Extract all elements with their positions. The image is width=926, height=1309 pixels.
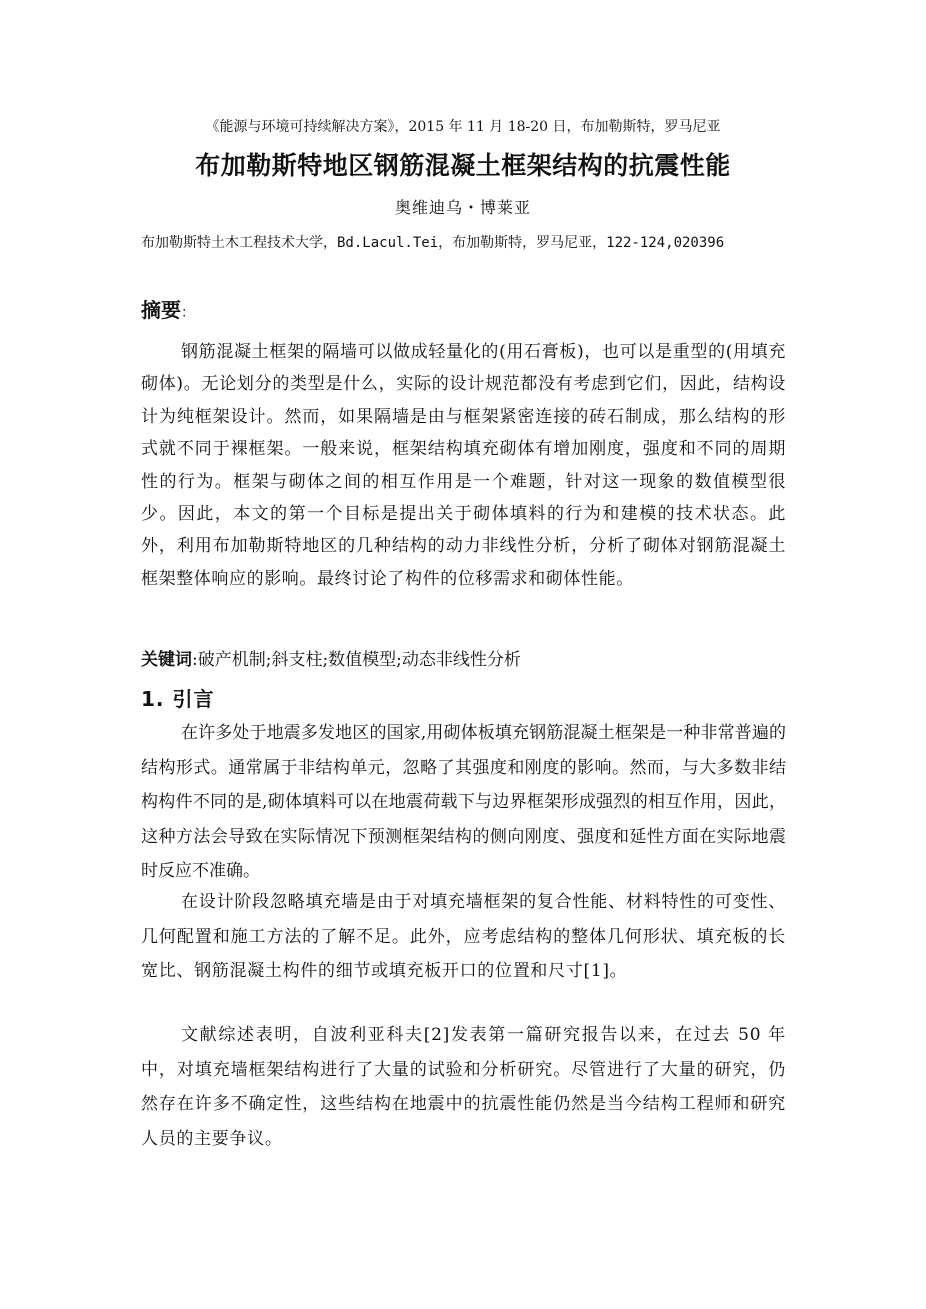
affiliation: 布加勒斯特土木工程技术大学，Bd.Lacul.Tei，布加勒斯特，罗马尼亚，122-124,020396 [141,235,725,251]
keywords-text: :破产机制;斜支柱;数值模型;动态非线性分析 [192,650,521,670]
abstract-heading-colon: ： [181,305,195,321]
intro-paragraph-1: 在许多处于地震多发地区的国家,用砌体板填充钢筋混凝土框架是一种非常普遍的结构形式。通常属于非结构单元，忽略了其强度和刚度的影响。然而，与大多数非结构构件不同的是,砌体填料可以在地震荷载下与边界框架形成强烈的相互作用，因此，这种方法会导致在实际情况下预测框架结构的侧向刚度、强度和延性方面在实际地震时反应不准确。 [141,723,786,881]
section-heading-intro: 1. 引言 [141,687,215,711]
conference-line: 《能源与环境可持续解决方案》，2015 年 11 月 18-20 日，布加勒斯特，罗马尼亚 [205,119,721,135]
keywords-label: 关键词 [141,650,192,670]
abstract-heading-text: 摘要 [141,298,181,322]
intro-paragraph-3: 文献综述表明，自波利亚科夫[2]发表第一篇研究报告以来，在过去 50 年中，对填充墙框架结构进行了大量的试验和分析研究。尽管进行了大量的研究，仍然存在许多不确定性，这些结构在地震中的抗震性能仍然是当今结构工程师和研究人员的主要争议。 [141,1025,786,1149]
abstract-heading [141,294,195,323]
abstract-text: 钢筋混凝土框架的隔墙可以做成轻量化的(用石膏板)，也可以是重型的(用填充砌体)。无论划分的类型是什么，实际的设计规范都没有考虑到它们，因此，结构设计为纯框架设计。然而，如果隔墙是由与框架紧密连接的砖石制成，那么结构的形式就不同于裸框架。一般来说，框架结构填充砌体有增加刚度，强度和不同的周期性的行为。框架与砌体之间的相互作用是一个难题，针对这一现象的数值模型很少。因此，本文的第一个目标是提出关于砌体填料的行为和建模的技术状态。此外，利用布加勒斯特地区的几种结构的动力非线性分析，分析了砌体对钢筋混凝土框架整体响应的影响。最终讨论了构件的位移需求和砌体性能。 [141,342,786,589]
intro-paragraph-2: 在设计阶段忽略填充墙是由于对填充墙框架的复合性能、材料特性的可变性、几何配置和施工方法的了解不足。此外，应考虑结构的整体几何形状、填充板的长宽比、钢筋混凝土构件的细节或填充板开口的位置和尺寸[1]。 [141,892,786,981]
paper-title: 布加勒斯特地区钢筋混凝土框架结构的抗震性能 [195,151,731,180]
keywords [141,645,786,675]
author-name: 奥维迪乌・博莱亚 [394,198,531,217]
